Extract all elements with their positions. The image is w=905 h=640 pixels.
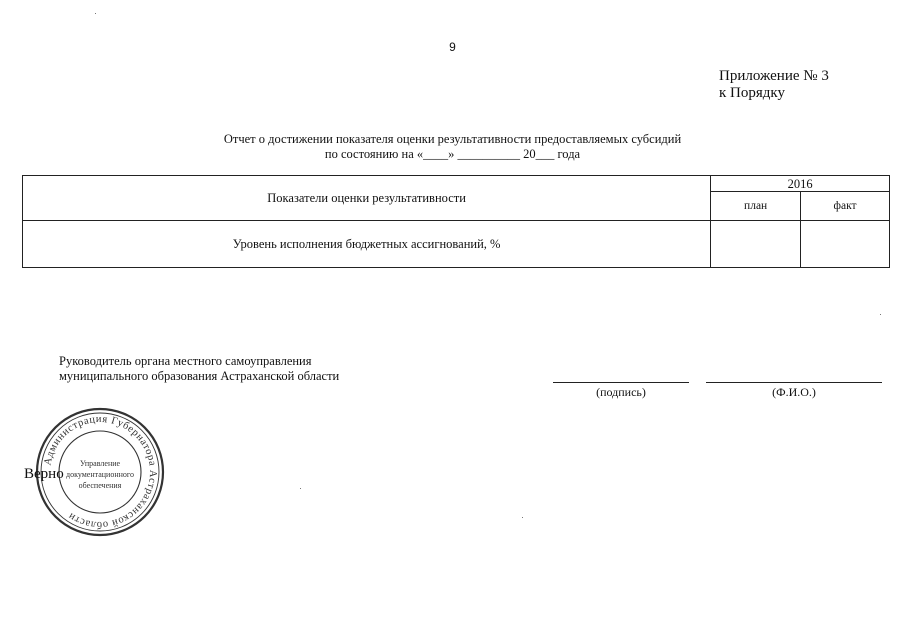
scan-speck	[95, 13, 96, 14]
seal-center-line3: обеспечения	[78, 481, 122, 490]
signature-line	[553, 382, 689, 383]
header-fact: факт	[801, 192, 890, 221]
signer-line1: Руководитель органа местного самоуправления	[59, 354, 312, 368]
appendix-reference: к Порядку	[719, 85, 785, 101]
signer-line2: муниципального образования Астраханской области	[59, 369, 340, 383]
seal-center-line1: Управление	[79, 459, 121, 468]
row-fact-value	[801, 221, 890, 268]
report-title-line1: Отчет о достижении показателя оценки результативности предоставляемых субсидий	[223, 132, 682, 146]
scan-speck	[880, 314, 881, 315]
appendix-header	[719, 68, 829, 102]
row-indicator: Уровень исполнения бюджетных ассигнований, %	[23, 221, 711, 268]
verified-mark: Верно	[24, 466, 64, 482]
report-title	[0, 132, 905, 162]
seal-ring-text: Администрация Губернатора Астраханской области	[42, 413, 159, 531]
appendix-label: Приложение № 3	[719, 68, 829, 84]
table-row	[23, 221, 890, 268]
header-indicator: Показатели оценки результативности	[23, 176, 711, 221]
signature-caption: (подпись)	[596, 385, 646, 399]
report-table	[22, 175, 890, 268]
name-caption: (Ф.И.О.)	[772, 385, 816, 399]
scan-speck	[300, 488, 301, 489]
seal-center-line2: документационного	[66, 470, 134, 479]
header-year: 2016	[711, 176, 890, 192]
page-number: 9	[449, 40, 456, 54]
row-plan-value	[711, 221, 801, 268]
scan-speck	[522, 517, 523, 518]
report-title-line2: по состоянию на «____» __________ 20___ года	[324, 147, 581, 161]
header-plan: план	[711, 192, 801, 221]
name-line	[706, 382, 882, 383]
signer-title	[59, 354, 339, 384]
